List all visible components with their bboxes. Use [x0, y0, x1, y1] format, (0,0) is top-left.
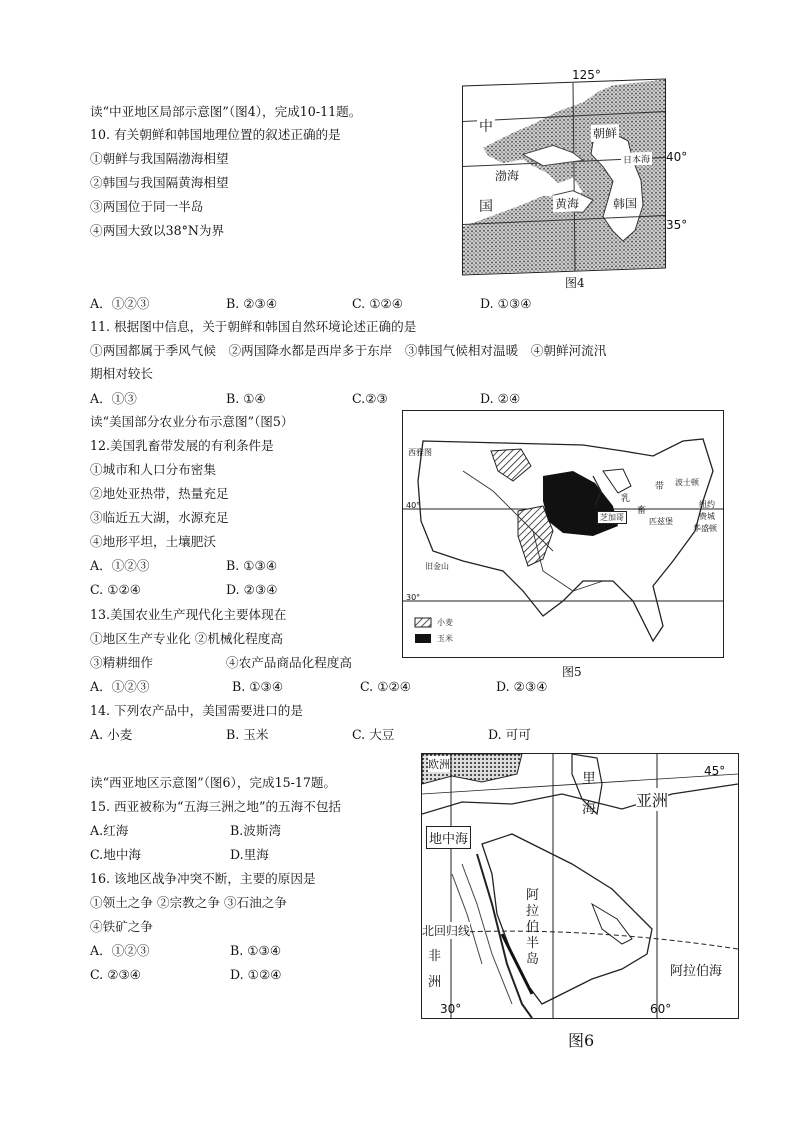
figure-6-caption: 图6 — [568, 1031, 595, 1050]
q14-option-c[interactable]: C. 大豆 — [352, 727, 395, 742]
q13-options — [90, 679, 590, 695]
label-chaoxian: 朝鲜 — [591, 124, 619, 142]
question-16: 16. 该地区战争冲突不断，主要的原因是 — [90, 871, 316, 886]
q11-items-line1: ①两国都属于季风气候 ②两国降水都是西岸多于东岸 ③韩国气候相对温暖 ④朝鲜河流汛 — [90, 343, 607, 358]
q12-item-4: ④地形平坦，土壤肥沃 — [90, 534, 216, 549]
q14-options — [90, 727, 590, 743]
q12-item-2: ②地处亚热带，热量充足 — [90, 486, 229, 501]
label-lat-30: 30° — [406, 593, 421, 602]
q16-option-a[interactable]: A．①②③ — [90, 943, 150, 958]
q11-option-c[interactable]: C.②③ — [352, 391, 388, 406]
q13-option-a[interactable]: A．①②③ — [90, 679, 150, 694]
q16-option-b[interactable]: B. ①③④ — [230, 943, 282, 958]
q12-option-c[interactable]: C. ①②④ — [90, 582, 142, 597]
q10-item-1: ①朝鲜与我国隔渤海相望 — [90, 151, 229, 166]
label-mediterranean: 地中海 — [426, 826, 471, 849]
q16-items-line1: ①领土之争 ②宗教之争 ③石油之争 — [90, 895, 287, 910]
label-seattle: 西雅图 — [408, 448, 432, 457]
q15-option-b[interactable]: B.波斯湾 — [230, 823, 282, 838]
q10-item-3: ③两国位于同一半岛 — [90, 199, 204, 214]
q15-option-d[interactable]: D.里海 — [230, 847, 269, 862]
label-lon-60: 60° — [650, 1002, 672, 1016]
label-arabian-sea: 阿拉伯海 — [670, 960, 722, 979]
figure-5-caption: 图5 — [562, 665, 582, 679]
question-14: 14. 下列农产品中，美国需要进口的是 — [90, 703, 303, 718]
label-philadelphia: 费城 — [699, 512, 715, 521]
figure-5-map — [402, 410, 724, 658]
label-tropic-of-cancer: 北回归线 — [422, 924, 471, 938]
q11-option-b[interactable]: B. ①④ — [226, 391, 266, 406]
intro-fig5: 读“美国部分农业分布示意图”（图5） — [90, 414, 294, 429]
label-new-york: 纽约 — [699, 500, 715, 509]
question-12: 12.美国乳畜带发展的有利条件是 — [90, 438, 274, 453]
q15-option-a[interactable]: A.红海 — [90, 823, 129, 838]
label-arabian-peninsula: 阿 拉 伯 半 岛 — [526, 888, 540, 967]
q10-option-c[interactable]: C. ①②④ — [352, 296, 404, 311]
label-lon-30: 30° — [440, 1002, 462, 1016]
label-hanguo: 韩国 — [611, 194, 639, 212]
label-dai: 带 — [655, 482, 665, 492]
label-guo: 国 — [477, 195, 495, 216]
q11-option-d[interactable]: D. ②④ — [480, 391, 521, 406]
label-washington: 华盛顿 — [693, 524, 717, 533]
fig4-lon-125: 125° — [572, 68, 601, 82]
q16-options-row2 — [90, 967, 390, 983]
q16-options-row1 — [90, 943, 390, 959]
q14-option-b[interactable]: B. 玉米 — [226, 727, 269, 742]
q12-option-d[interactable]: D. ②③④ — [226, 582, 278, 597]
label-san-francisco: 旧金山 — [425, 562, 449, 571]
label-africa: 非 洲 — [428, 949, 442, 990]
q13-option-b[interactable]: B. ①③④ — [232, 679, 284, 694]
label-ribenhai: 日本海 — [621, 152, 652, 166]
figure-4-map — [462, 78, 666, 275]
label-hai: 海 — [582, 801, 596, 817]
label-li: 里 — [582, 771, 596, 787]
label-lat-45: 45° — [704, 764, 726, 778]
q15-options-row1 — [90, 823, 390, 839]
q14-option-a[interactable]: A. 小麦 — [90, 727, 133, 742]
figure-4-caption: 图4 — [565, 276, 585, 290]
q12-options-row1 — [90, 558, 390, 574]
q12-item-1: ①城市和人口分布密集 — [90, 462, 216, 477]
label-zhong: 中 — [477, 115, 495, 136]
label-europe: 欧洲 — [428, 758, 450, 771]
question-13: 13.美国农业生产现代化主要体现在 — [90, 607, 287, 622]
intro-fig4: 读“中亚地区局部示意图”（图4），完成10-11题。 — [90, 104, 362, 119]
q13-item-3: ③精耕细作 — [90, 655, 153, 670]
question-15: 15. 西亚被称为“五海三洲之地”的五海不包括 — [90, 799, 342, 814]
label-asia: 亚洲 — [636, 788, 668, 811]
q12-item-3: ③临近五大湖，水源充足 — [90, 510, 229, 525]
q10-item-4: ④两国大致以38°N为界 — [90, 223, 225, 238]
label-lat-40: 40° — [406, 501, 421, 510]
q11-items-line2: 期相对较长 — [90, 366, 153, 381]
fig4-lat-35: 35° — [666, 218, 688, 232]
figure-6-map — [421, 753, 739, 1019]
label-xu: 畜 — [637, 506, 647, 516]
q12-options-row2 — [90, 582, 390, 598]
q11-options — [90, 391, 590, 407]
q13-items-line1: ①地区生产专业化 ②机械化程度高 — [90, 631, 283, 646]
q12-option-a[interactable]: A．①②③ — [90, 558, 150, 573]
label-ru: 乳 — [621, 494, 631, 504]
q13-option-c[interactable]: C. ①②④ — [360, 679, 412, 694]
q10-item-2: ②韩国与我国隔黄海相望 — [90, 175, 229, 190]
q16-option-d[interactable]: D. ①②④ — [230, 967, 282, 982]
q13-option-d[interactable]: D. ②③④ — [496, 679, 548, 694]
label-chicago: 芝加哥 — [597, 511, 627, 524]
label-huanghai: 黄海 — [553, 194, 581, 212]
q14-option-d[interactable]: D. 可可 — [488, 727, 531, 742]
q12-option-b[interactable]: B. ①③④ — [226, 558, 278, 573]
q10-options — [90, 296, 590, 312]
label-boston: 波士顿 — [675, 478, 699, 487]
legend-corn: 玉米 — [437, 634, 453, 643]
q13-item-4: ④农产品商品化程度高 — [226, 655, 352, 670]
q10-option-a[interactable]: A．①②③ — [90, 296, 150, 311]
intro-fig6: 读“西亚地区示意图”（图6），完成15-17题。 — [90, 775, 337, 790]
legend-wheat: 小麦 — [437, 618, 453, 627]
q10-option-b[interactable]: B. ②③④ — [226, 296, 278, 311]
q16-items-line2: ④铁矿之争 — [90, 919, 153, 934]
q11-option-a[interactable]: A．①③ — [90, 391, 137, 406]
question-11: 11. 根据图中信息，关于朝鲜和韩国自然环境论述正确的是 — [90, 319, 417, 334]
q13-items-line2 — [90, 655, 390, 671]
q15-option-c[interactable]: C.地中海 — [90, 847, 141, 862]
q15-options-row2 — [90, 847, 390, 863]
label-pittsburgh: 匹兹堡 — [649, 517, 673, 526]
fig4-lat-40: 40° — [666, 150, 688, 164]
q10-option-d[interactable]: D. ①③④ — [480, 296, 532, 311]
question-10: 10. 有关朝鲜和韩国地理位置的叙述正确的是 — [90, 127, 341, 142]
q16-option-c[interactable]: C. ②③④ — [90, 967, 142, 982]
label-bohai: 渤海 — [493, 167, 521, 185]
